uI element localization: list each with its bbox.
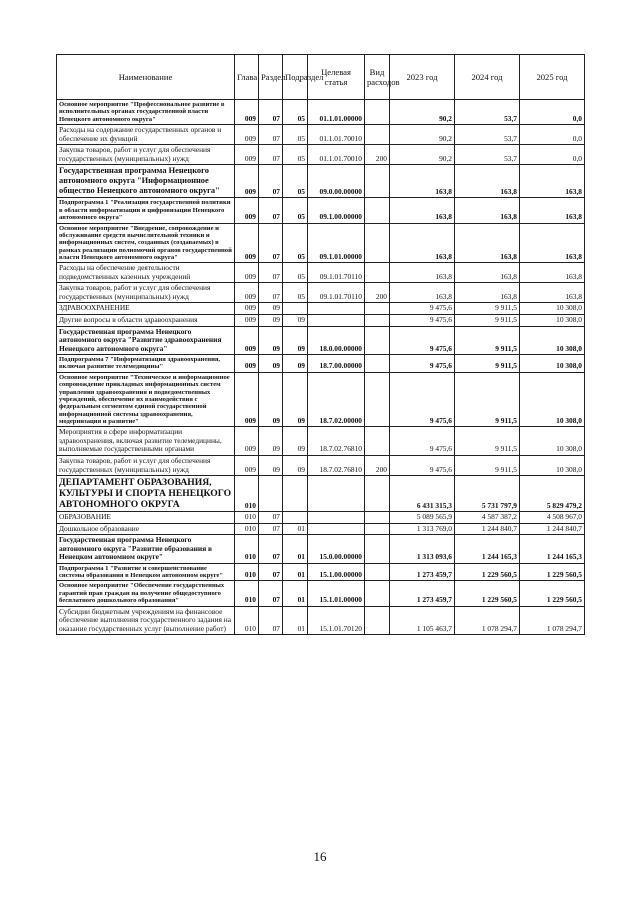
cell-section: 09 — [259, 372, 283, 427]
cell-2023: 1 105 463,7 — [390, 606, 455, 635]
cell-chapter: 009 — [235, 263, 259, 283]
cell-target: 15.0.00.00000 — [308, 535, 365, 564]
cell-section: 07 — [259, 581, 283, 606]
cell-chapter: 009 — [235, 198, 259, 223]
cell-section: 09 — [259, 303, 283, 315]
cell-target: 01.1.01.70010 — [308, 145, 365, 165]
cell-chapter: 009 — [235, 427, 259, 456]
cell-subsection: 05 — [283, 100, 308, 125]
cell-section: 07 — [259, 198, 283, 223]
cell-name: Основное мероприятие "Техническое и информационное сопровождение прикладных информационных систем управления здравоохранения и подведомственных учреждений, обеспечение их взаимодействия с федеральным сегментом единой государственной информационной системы здравоохранения, модернизация и развитие" — [57, 372, 235, 427]
cell-name: Закупка товаров, работ и услуг для обеспечения государственных (муниципальных) нужд — [57, 455, 235, 475]
cell-target: 18.7.02.76810 — [308, 427, 365, 456]
cell-subsection: 09 — [283, 427, 308, 456]
cell-exp-type — [365, 535, 390, 564]
cell-target: 09.0.00.00000 — [308, 165, 365, 198]
cell-exp-type — [365, 563, 390, 581]
header-subsection: Подраздел — [283, 55, 308, 100]
cell-target — [308, 476, 365, 512]
cell-2024: 163,8 — [455, 165, 520, 198]
cell-2024: 1 229 560,5 — [455, 563, 520, 581]
cell-2024: 53,7 — [455, 145, 520, 165]
cell-section: 07 — [259, 145, 283, 165]
cell-name: Дошкольное образование — [57, 523, 235, 535]
cell-section: 07 — [259, 165, 283, 198]
cell-subsection: 05 — [283, 125, 308, 145]
cell-2023: 6 431 315,3 — [390, 476, 455, 512]
cell-target: 09.1.01.70110 — [308, 283, 365, 303]
table-row — [57, 563, 585, 581]
header-2024: 2024 год — [455, 55, 520, 100]
cell-section: 07 — [259, 100, 283, 125]
cell-name: Государственная программа Ненецкого автономного округа "Развитие здравоохранения Ненецкого автономного округа" — [57, 326, 235, 355]
cell-name: Подпрограмма 7 "Информатизация здравоохранения, включая развитие телемедицины" — [57, 355, 235, 373]
table-row — [57, 198, 585, 223]
cell-2024: 1 229 560,5 — [455, 581, 520, 606]
cell-section: 09 — [259, 355, 283, 373]
cell-2023: 163,8 — [390, 198, 455, 223]
cell-2023: 1 273 459,7 — [390, 563, 455, 581]
cell-exp-type — [365, 263, 390, 283]
cell-section: 07 — [259, 535, 283, 564]
cell-name: Другие вопросы в области здравоохранения — [57, 315, 235, 327]
cell-target: 15.1.01.70120 — [308, 606, 365, 635]
cell-subsection: 05 — [283, 263, 308, 283]
cell-2024: 163,8 — [455, 223, 520, 263]
cell-subsection — [283, 476, 308, 512]
cell-exp-type — [365, 512, 390, 524]
cell-subsection: 05 — [283, 223, 308, 263]
cell-exp-type — [365, 372, 390, 427]
cell-name: Подпрограмма 1 "Развитие и совершенствование системы образования в Ненецком автономном округе" — [57, 563, 235, 581]
cell-target — [308, 512, 365, 524]
table-row — [57, 303, 585, 315]
cell-2025: 0,0 — [520, 145, 585, 165]
cell-name: Закупка товаров, работ и услуг для обеспечения государственных (муниципальных) нужд — [57, 145, 235, 165]
cell-target: 09.1.01.00000 — [308, 223, 365, 263]
cell-exp-type — [365, 315, 390, 327]
cell-2023: 163,8 — [390, 263, 455, 283]
cell-name: Мероприятия в сфере информатизации здравоохранения, включая развитие телемедицины, выполняемые государственными органами — [57, 427, 235, 456]
cell-subsection: 01 — [283, 563, 308, 581]
cell-target: 09.1.00.00000 — [308, 198, 365, 223]
cell-chapter: 010 — [235, 563, 259, 581]
cell-2023: 9 475,6 — [390, 372, 455, 427]
cell-2024: 9 911,5 — [455, 303, 520, 315]
cell-chapter: 009 — [235, 455, 259, 475]
cell-subsection: 09 — [283, 326, 308, 355]
table-header-row — [57, 55, 585, 100]
cell-subsection: 01 — [283, 606, 308, 635]
table-row — [57, 326, 585, 355]
table-row — [57, 581, 585, 606]
cell-2025: 1 078 294,7 — [520, 606, 585, 635]
cell-2025: 4 508 967,0 — [520, 512, 585, 524]
cell-2024: 9 911,5 — [455, 427, 520, 456]
header-exp-type: Вид расходов — [365, 55, 390, 100]
cell-exp-type — [365, 165, 390, 198]
cell-chapter: 009 — [235, 315, 259, 327]
cell-exp-type — [365, 581, 390, 606]
cell-2025: 0,0 — [520, 100, 585, 125]
cell-2024: 53,7 — [455, 100, 520, 125]
cell-target: 18.7.02.76810 — [308, 455, 365, 475]
cell-2023: 9 475,6 — [390, 427, 455, 456]
cell-exp-type — [365, 606, 390, 635]
cell-2025: 10 308,0 — [520, 372, 585, 427]
table-row — [57, 535, 585, 564]
table-row — [57, 145, 585, 165]
table-body — [57, 100, 585, 635]
cell-2023: 9 475,6 — [390, 303, 455, 315]
cell-exp-type — [365, 326, 390, 355]
cell-2025: 163,8 — [520, 165, 585, 198]
cell-2025: 1 244 840,7 — [520, 523, 585, 535]
cell-2025: 1 229 560,5 — [520, 563, 585, 581]
cell-2025: 10 308,0 — [520, 326, 585, 355]
cell-name: Закупка товаров, работ и услуг для обеспечения государственных (муниципальных) нужд — [57, 283, 235, 303]
cell-2023: 1 313 769,0 — [390, 523, 455, 535]
cell-2024: 163,8 — [455, 283, 520, 303]
cell-chapter: 010 — [235, 512, 259, 524]
table-row — [57, 165, 585, 198]
cell-2025: 163,8 — [520, 263, 585, 283]
cell-2024: 9 911,5 — [455, 355, 520, 373]
cell-2023: 90,2 — [390, 125, 455, 145]
cell-exp-type — [365, 476, 390, 512]
cell-2023: 9 475,6 — [390, 355, 455, 373]
cell-name: ДЕПАРТАМЕНТ ОБРАЗОВАНИЯ, КУЛЬТУРЫ И СПОРТА НЕНЕЦКОГО АВТОНОМНОГО ОКРУГА — [57, 476, 235, 512]
cell-section: 09 — [259, 427, 283, 456]
cell-subsection: 05 — [283, 198, 308, 223]
cell-chapter: 009 — [235, 100, 259, 125]
cell-target — [308, 315, 365, 327]
cell-2024: 1 244 840,7 — [455, 523, 520, 535]
cell-2025: 10 308,0 — [520, 355, 585, 373]
cell-2025: 1 229 560,5 — [520, 581, 585, 606]
cell-2025: 5 829 479,2 — [520, 476, 585, 512]
table-row — [57, 355, 585, 373]
cell-name: Субсидии бюджетным учреждениям на финансовое обеспечение выполнения государственного задания на оказание государственных услуг (выполнение работ) — [57, 606, 235, 635]
cell-subsection: 01 — [283, 581, 308, 606]
cell-2024: 1 244 165,3 — [455, 535, 520, 564]
table-row — [57, 315, 585, 327]
cell-subsection: 01 — [283, 535, 308, 564]
cell-2025: 10 308,0 — [520, 315, 585, 327]
cell-2023: 90,2 — [390, 145, 455, 165]
cell-name: Основное мероприятие "Профессиональное развитие в исполнительных органах государственной власти Ненецкого автономного округа" — [57, 100, 235, 125]
cell-2024: 4 587 387,2 — [455, 512, 520, 524]
header-2023: 2023 год — [390, 55, 455, 100]
cell-exp-type: 200 — [365, 283, 390, 303]
cell-name: Государственная программа Ненецкого автономного округа "Информационное общество Ненецкого автономного округа" — [57, 165, 235, 198]
cell-2024: 9 911,5 — [455, 315, 520, 327]
cell-name: ЗДРАВООХРАНЕНИЕ — [57, 303, 235, 315]
cell-section: 09 — [259, 326, 283, 355]
table-row — [57, 523, 585, 535]
cell-chapter: 010 — [235, 476, 259, 512]
table-row — [57, 223, 585, 263]
table-row — [57, 263, 585, 283]
cell-2025: 163,8 — [520, 198, 585, 223]
cell-subsection: 09 — [283, 355, 308, 373]
cell-exp-type — [365, 223, 390, 263]
cell-subsection: 05 — [283, 145, 308, 165]
cell-chapter: 009 — [235, 326, 259, 355]
cell-chapter: 009 — [235, 223, 259, 263]
cell-2024: 53,7 — [455, 125, 520, 145]
cell-target: 15.1.00.00000 — [308, 563, 365, 581]
cell-2023: 163,8 — [390, 283, 455, 303]
cell-chapter: 009 — [235, 145, 259, 165]
cell-chapter: 009 — [235, 372, 259, 427]
cell-name: Расходы на обеспечение деятельности подведомственных казенных учреждений — [57, 263, 235, 283]
cell-section: 07 — [259, 125, 283, 145]
cell-subsection — [283, 512, 308, 524]
cell-target: 01.1.01.70010 — [308, 125, 365, 145]
cell-chapter: 010 — [235, 523, 259, 535]
cell-name: Основное мероприятие "Внедрение, сопровождение и обслуживание средств вычислительной техники и информационных систем, созданных (создаваемых) в рамках реализации полномочий органов государственной власти Ненецкого автономного округа" — [57, 223, 235, 263]
cell-subsection: 09 — [283, 315, 308, 327]
header-section: Раздел — [259, 55, 283, 100]
table-row — [57, 606, 585, 635]
cell-chapter: 009 — [235, 283, 259, 303]
table-row — [57, 455, 585, 475]
cell-target: 18.0.00.00000 — [308, 326, 365, 355]
cell-exp-type — [365, 198, 390, 223]
cell-subsection: 05 — [283, 165, 308, 198]
header-2025: 2025 год — [520, 55, 585, 100]
cell-2023: 5 089 565,9 — [390, 512, 455, 524]
cell-2024: 163,8 — [455, 263, 520, 283]
cell-2023: 90,2 — [390, 100, 455, 125]
cell-2023: 163,8 — [390, 223, 455, 263]
cell-exp-type — [365, 303, 390, 315]
cell-2023: 9 475,6 — [390, 455, 455, 475]
cell-exp-type: 200 — [365, 145, 390, 165]
table-row — [57, 476, 585, 512]
cell-name: Расходы на содержание государственных органов и обеспечение их функций — [57, 125, 235, 145]
cell-chapter: 009 — [235, 165, 259, 198]
cell-section — [259, 476, 283, 512]
cell-2024: 1 078 294,7 — [455, 606, 520, 635]
cell-2025: 10 308,0 — [520, 455, 585, 475]
cell-section: 09 — [259, 315, 283, 327]
cell-target: 18.7.00.00000 — [308, 355, 365, 373]
table-row — [57, 427, 585, 456]
cell-2024: 9 911,5 — [455, 455, 520, 475]
cell-2025: 10 308,0 — [520, 303, 585, 315]
cell-exp-type — [365, 427, 390, 456]
cell-2024: 9 911,5 — [455, 326, 520, 355]
cell-exp-type — [365, 523, 390, 535]
cell-2025: 163,8 — [520, 283, 585, 303]
cell-2025: 10 308,0 — [520, 427, 585, 456]
cell-2025: 1 244 165,3 — [520, 535, 585, 564]
cell-exp-type — [365, 355, 390, 373]
cell-2024: 9 911,5 — [455, 372, 520, 427]
cell-2025: 163,8 — [520, 223, 585, 263]
cell-2024: 5 731 797,9 — [455, 476, 520, 512]
header-name: Наименование — [57, 55, 235, 100]
cell-2023: 9 475,6 — [390, 315, 455, 327]
cell-subsection: 09 — [283, 455, 308, 475]
cell-subsection: 05 — [283, 283, 308, 303]
cell-2023: 1 273 459,7 — [390, 581, 455, 606]
cell-section: 07 — [259, 283, 283, 303]
cell-target: 09.1.01.70110 — [308, 263, 365, 283]
header-chapter: Глава — [235, 55, 259, 100]
cell-name: Подпрограмма 1 "Реализация государственной политики в области информатизации и цифровизации Ненецкого автономного округа" — [57, 198, 235, 223]
cell-target — [308, 523, 365, 535]
cell-2025: 0,0 — [520, 125, 585, 145]
cell-section: 07 — [259, 606, 283, 635]
cell-exp-type — [365, 100, 390, 125]
cell-2023: 163,8 — [390, 165, 455, 198]
cell-section: 07 — [259, 523, 283, 535]
cell-chapter: 010 — [235, 581, 259, 606]
cell-2023: 9 475,6 — [390, 326, 455, 355]
cell-chapter: 009 — [235, 125, 259, 145]
cell-chapter: 009 — [235, 355, 259, 373]
cell-target: 18.7.02.00000 — [308, 372, 365, 427]
cell-exp-type — [365, 125, 390, 145]
cell-chapter: 010 — [235, 535, 259, 564]
table-row — [57, 372, 585, 427]
header-target: Целевая статья — [308, 55, 365, 100]
cell-section: 09 — [259, 455, 283, 475]
cell-2023: 1 313 093,6 — [390, 535, 455, 564]
cell-name: Государственная программа Ненецкого автономного округа "Развитие образования в Ненецком автономном округе" — [57, 535, 235, 564]
table-row — [57, 125, 585, 145]
cell-name: ОБРАЗОВАНИЕ — [57, 512, 235, 524]
cell-name: Основное мероприятие "Обеспечение государственных гарантий прав граждан на получение общедоступного бесплатного дошкольного образования" — [57, 581, 235, 606]
page-number: 16 — [313, 849, 327, 864]
budget-table — [56, 54, 585, 635]
cell-section: 07 — [259, 223, 283, 263]
cell-target: 15.1.01.00000 — [308, 581, 365, 606]
cell-chapter: 009 — [235, 303, 259, 315]
table-row — [57, 100, 585, 125]
cell-target: 01.1.01.00000 — [308, 100, 365, 125]
cell-section: 07 — [259, 512, 283, 524]
cell-subsection — [283, 303, 308, 315]
cell-section: 07 — [259, 563, 283, 581]
table-row — [57, 512, 585, 524]
cell-target — [308, 303, 365, 315]
cell-chapter: 010 — [235, 606, 259, 635]
cell-subsection: 01 — [283, 523, 308, 535]
cell-subsection: 09 — [283, 372, 308, 427]
table-row — [57, 283, 585, 303]
cell-exp-type: 200 — [365, 455, 390, 475]
cell-2024: 163,8 — [455, 198, 520, 223]
cell-section: 07 — [259, 263, 283, 283]
